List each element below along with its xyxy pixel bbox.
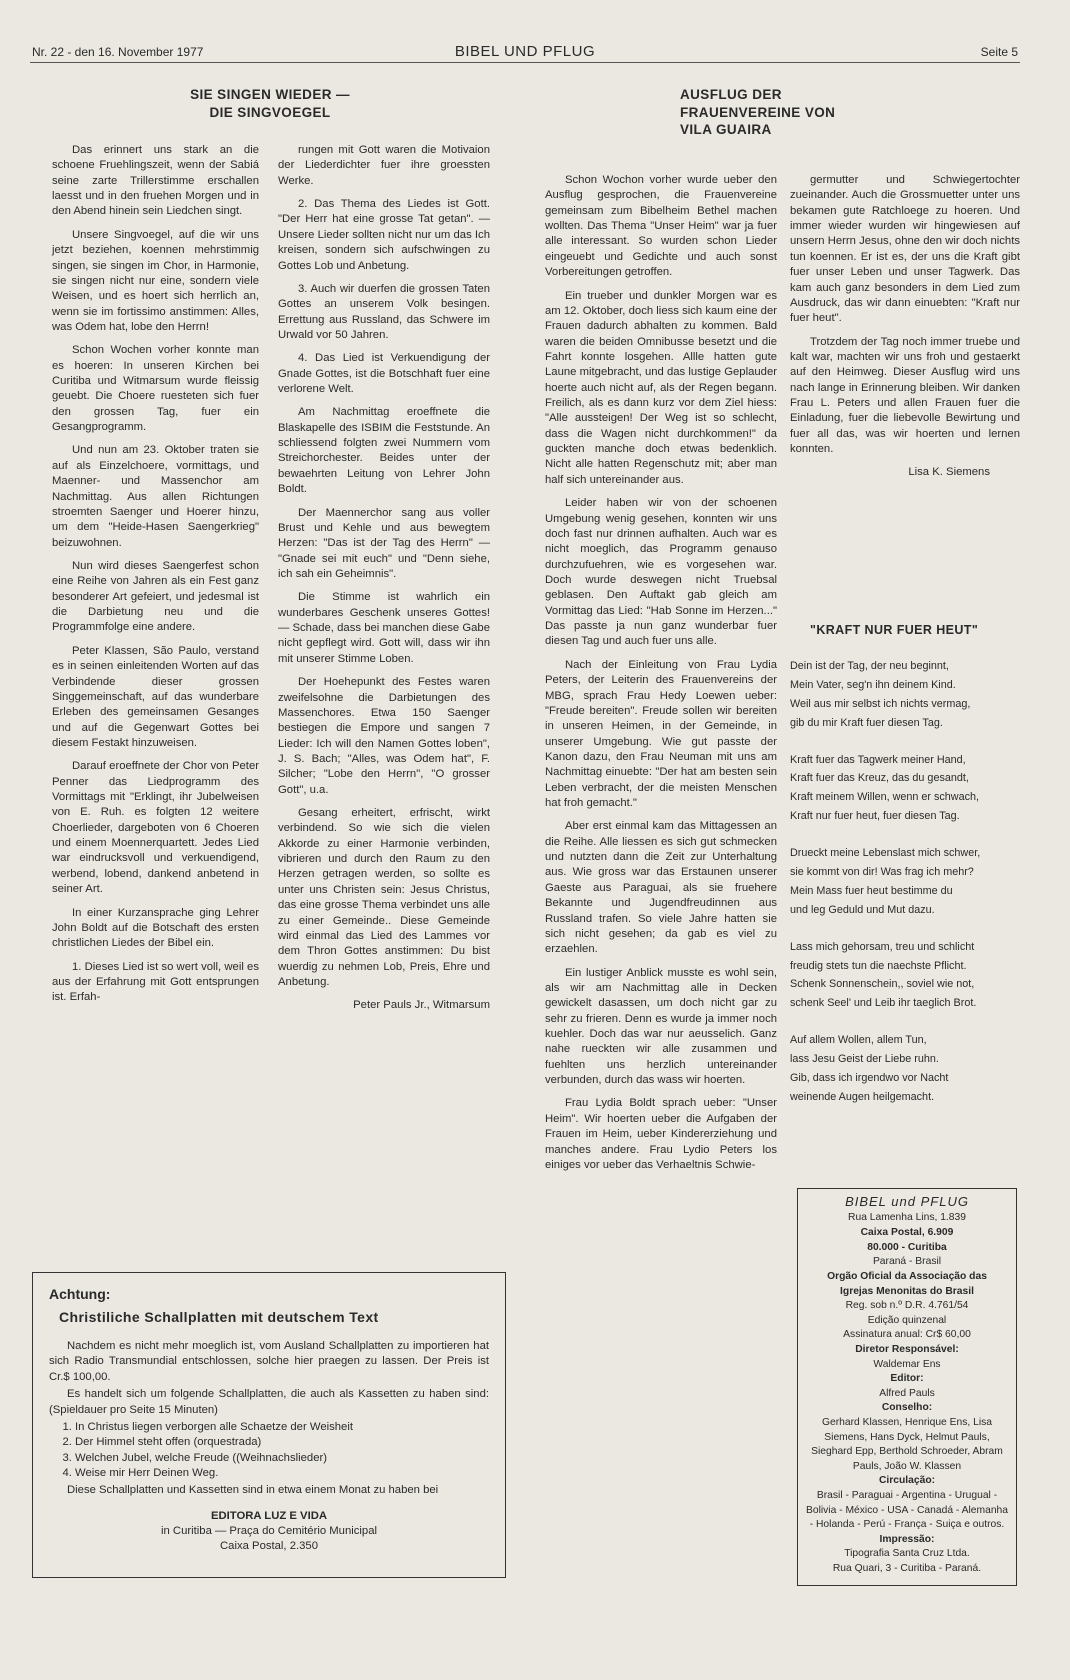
publisher-address2: Caixa Postal, 2.350 — [220, 1540, 318, 1553]
article-paragraph: 3. Auch wir duerfen die grossen Taten Gottes an unserem Volk besingen. Errettung aus Russland, das Schwere im Urwald vor 50 Jahren. — [278, 282, 490, 341]
article1-title-line1: SIE SINGEN WIEDER — — [190, 87, 350, 102]
article-paragraph: rungen mit Gott waren die Motivaion der Liederdichter fuer ihre groessten Werke. — [278, 144, 490, 187]
poem-line: schenk Seel' und Leib ihr taeglich Brot. — [790, 997, 977, 1010]
masthead-edition: Edição quinzenal — [867, 1314, 947, 1326]
article-paragraph: Frau Lydia Boldt sprach ueber: "Unser Heim". Wir hoerten ueber die Aufgaben der Frauen im Heim, ueber Kindererziehung und manches andere. Frau Lydio Peters los einiges vor ueber das Verhaeltnis Schwie- — [545, 1097, 777, 1171]
poem-stanza — [790, 938, 1020, 1014]
masthead-address-line: 80.000 - Curitiba — [867, 1241, 947, 1253]
poem-line: Schenk Sonnenschein,, soviel wie not, — [790, 978, 975, 991]
article1-column-a — [52, 143, 259, 1014]
announcement-title: Achtung: — [49, 1286, 111, 1302]
poem-line: Auf allem Wollen, allem Tun, — [790, 1034, 927, 1047]
article2-column-d — [790, 173, 1020, 489]
announcement-subtitle: Christiliche Schallplatten mit deutschem Text — [59, 1309, 379, 1326]
announcement-para1: Nachdem es nicht mehr moeglich ist, vom Ausland Schallplatten zu importieren hat sich Radio Transmundial entschlossen, solche hier praegen zu lassen. Der Preis ist Cr.$ 100,00. — [49, 1340, 489, 1383]
article2-column-d-body — [790, 173, 1020, 457]
article1-signature: Peter Pauls Jr., Witmarsum — [353, 999, 490, 1012]
poem-line: Kraft fuer das Kreuz, das du gesandt, — [790, 772, 969, 785]
masthead-organ1: Orgão Oficial da Associação das — [827, 1270, 987, 1282]
poem — [790, 622, 1020, 1125]
masthead-editor-label: Editor: — [890, 1373, 924, 1385]
article-paragraph: Peter Klassen, São Paulo, verstand es in seinen einleitenden Worten auf das Verbindende dieser grossen Singgemeinschaft, auf das wunderbare Erleben des gemeinsamen Gesanges und auf die Gegenwart Gottes bei diesem Festakt hinzuweisen. — [52, 644, 259, 749]
masthead-printer: Tipografia Santa Cruz Ltda. — [844, 1548, 970, 1560]
article-paragraph: Ein trueber und dunkler Morgen war es am 12. Oktober, doch liess sich kaum eine der Frauen dadurch abhalten zu kommen. Bald waren die beiden Omnibusse besetzt und die Fahrt konnte losgehen. Allle hatten gute Laune mitgebracht, und das lustige Geplauder hoerte auch nicht auf, als der Regen begann. Freilich, als es dann kurz vor dem Ziel hiess: "Alle aussteigen! Der Weg ist so schlecht, dass die Wagen nicht durchkommen!" da guckten manche doch etwas bedenklich. Nicht alle hatten Regenschutz mit; aber man half sich untereinander aus. — [545, 289, 777, 486]
poem-stanza — [790, 657, 1020, 733]
article-paragraph: Aber erst einmal kam das Mittagessen an die Reihe. Alle liessen es sich gut schmecken und nutzten dann die Zeit zur Unterhaltung aus. Wie gross war das Erstaunen unserer Gaeste aus Paraguai, als sie fruehere Bekannte und Jugendfreudinnen aus Russland trafen. So viele Jahre hatten sie sich nicht gesehen; da gab es viel zu erzaehlen. — [545, 820, 777, 956]
masthead-print-label: Impressão: — [879, 1533, 935, 1545]
masthead-director: Waldemar Ens — [873, 1358, 941, 1370]
article-paragraph: Nun wird dieses Saengerfest schon eine Reihe von Jahren als ein Fest ganz besonderer Art gefeiert, und jedesmal ist die Darbietung neu und die Programmfolge eine andere. — [52, 559, 259, 634]
poem-stanza — [790, 844, 1020, 920]
article-paragraph: Darauf eroeffnete der Chor von Peter Penner das Liedprogramm des Vormittags mit "Erklingt, ihr Jubelweisen von E. Ruh. es folgten 12 weitere Choerlieder, dargeboten von 6 Choeren und einem Moennerquartett. Jedes Lied war eindrucksvoll und verkuendigend, werbend, lobend, dankend anbetend in seiner Art. — [52, 760, 259, 896]
page-number: Seite 5 — [980, 45, 1018, 59]
article-paragraph: Schon Wochen vorher konnte man es hoeren: In unseren Kirchen bei Curitiba und Witmarsum wurde fleissig geuebt. Die Choere ruesteten sich fuer den grossen Tag, fuer ein Gesangprogramm. — [52, 344, 259, 434]
poem-line: Lass mich gehorsam, treu und schlicht — [790, 940, 975, 953]
article2-title-line3: VILA GUAIRA — [680, 122, 772, 138]
article-paragraph: Und nun am 23. Oktober traten sie auf als Einzelchoere, vormittags, und Maenner- und Massenchor am Nachmittag. Aus allen Richtungen stroemten Saenger und Hoerer hinzu, um dem "Heide-Hasen Saengerkrieg" beizuwohnen. — [52, 444, 259, 549]
masthead-address — [804, 1211, 1010, 1269]
masthead-subscription: Assinatura anual: Cr$ 60,00 — [843, 1329, 971, 1341]
page-header — [30, 40, 1020, 63]
poem-line: Weil aus mir selbst ich nichts vermag, — [790, 697, 971, 710]
masthead-address-line: Caixa Postal, 6.909 — [860, 1227, 954, 1239]
masthead-organ2: Igrejas Menonitas do Brasil — [840, 1285, 974, 1297]
announcement-para3: Diese Schallplatten und Kassetten sind in etwa einem Monat zu haben bei — [67, 1484, 439, 1497]
article-paragraph: Trotzdem der Tag noch immer truebe und kalt war, machten wir uns froh und gestaerkt auf den Heimweg. Dieser Ausflug wird uns nach lange in Erinnerung bleiben. Wir danken Frau L. Peters und allen Frauen fuer die Einladung, fuer die liebevolle Bewirtung und fuer all das, was wir hoerten und lernen konnten. — [790, 335, 1020, 456]
article1-title-line2: DIE SINGVOEGEL — [209, 104, 331, 120]
article2-title — [680, 86, 940, 139]
poem-body — [790, 657, 1020, 1107]
record-item: 4. Weise mir Herr Deinen Weg. — [75, 1466, 489, 1481]
poem-line: Mein Vater, seg'n ihn deinem Kind. — [790, 678, 956, 691]
masthead-council-label: Conselho: — [881, 1402, 933, 1414]
poem-line: sie kommt von dir! Was frag ich mehr? — [790, 866, 974, 879]
masthead-circulation-label: Circulação: — [878, 1475, 936, 1487]
article-paragraph: Der Hoehepunkt des Festes waren zweifelsohne die Darbietungen des Massenchores. Etwa 150 Saenger bestiegen die Empore und sangen 7 Lieder: Ich will den Namen Gottes loben", J. S. Bach; "Alles, was Odem hat", F. Silcher; "Lobe den Herrn", "O grosser Gott", u.a. — [278, 676, 490, 796]
masthead-council: Gerhard Klassen, Henrique Ens, Lisa Siemens, Hans Dyck, Helmut Pauls, Sieghard Epp, Berthold Schroeder, Abram Pauls, João W. Klassen — [811, 1416, 1003, 1472]
publisher-name: EDITORA LUZ E VIDA — [210, 1509, 328, 1522]
issue-date: Nr. 22 - den 16. November 1977 — [32, 45, 204, 59]
masthead-printer-address: Rua Quari, 3 - Curitiba - Paraná. — [832, 1563, 982, 1575]
article1-title — [50, 86, 490, 121]
article1-column-b-body — [278, 143, 490, 990]
newspaper-title: BIBEL UND PFLUG — [454, 43, 596, 60]
poem-line: lass Jesu Geist der Liebe ruhn. — [790, 1053, 939, 1066]
article-paragraph: Schon Wochon vorher wurde ueber den Ausflug gesprochen, die Frauenvereine gemeinsam zum Bibelheim Bethel machen wollten. Das Thema "Unser Heim" war ja fuer alle interessant. So wurden schon Lieder eingeuebt und Gedichte und auch sonst Vorbereitungen getroffen. — [545, 174, 777, 279]
article-paragraph: Die Stimme ist wahrlich ein wunderbares Geschenk unseres Gottes! — Schade, dass bei manchen diese Gabe nicht gepflegt wird. Gott will, dass wir ihn mit unserer Stimme Loben. — [278, 591, 490, 665]
article2-title-line1: AUSFLUG DER — [680, 87, 782, 102]
record-item: 2. Der Himmel steht offen (orquestrada) — [75, 1435, 489, 1450]
poem-line: Kraft meinem Willen, wenn er schwach, — [790, 791, 980, 804]
poem-line: freudig stets tun die naechste Pflicht. — [790, 959, 967, 972]
article-paragraph: Gesang erheitert, erfrischt, wirkt verbindend. So wie sich die vielen Akkorde zu einer Harmonie verbinden, vibrieren und durch den Raum zu den Herzen getragen werden, so sollte es unter uns Christen sein: Jesus Christus, das eine grosse Thema verbindet uns alle zu einer Gemeinde.. Diese Gemeinde wird einmal das Lied des Lammes vor dem Thron Gottes anstimmen: Du bist wuerdig zu nehmen Lob, Preis, Ehre und Anbetung. — [278, 807, 490, 988]
masthead-circulation: Brasil - Paraguai - Argentina - Urugual - Bolivia - México - USA - Canadá - Alemanha - Holanda - Perú - França - Suiça e outros. — [805, 1490, 1009, 1531]
poem-line: Gib, dass ich irgendwo vor Nacht — [790, 1072, 949, 1085]
record-item: 1. In Christus liegen verborgen alle Schaetze der Weisheit — [75, 1420, 489, 1435]
poem-line: Dein ist der Tag, der neu beginnt, — [790, 660, 949, 672]
masthead-title: BIBEL und PFLUG — [845, 1194, 969, 1209]
article-paragraph: Nach der Einleitung von Frau Lydia Peters, der Leiterin des Frauenvereins der MBG, sprach Frau Hedy Loewen ueber: "Freude bereiten". Freude sollen wir bereiten in unseren Heimen, in der Gemeinde, in unserer Umgebung. Wie gut passte der Kanon dazu, den Frau Neuman mit uns am Nachmittag einuebte: "Der hat am besten sein Leben verbracht, der die meisten Menschen hat froh gemacht." — [545, 658, 777, 810]
announcement-para2: Es handelt sich um folgende Schallplatten, die auch als Kassetten zu haben sind: (Spieldauer pro Seite 15 Minuten) — [49, 1388, 489, 1416]
poem-line: Drueckt meine Lebenslast mich schwer, — [790, 847, 981, 860]
article2-column-c — [545, 173, 777, 1181]
masthead-box — [797, 1188, 1017, 1586]
article-paragraph: germutter und Schwiegertochter zueinander. Auch die Grossmuetter unter uns bekamen gute Ratchloege zu hoeren. Und immer wieder wurden wir hingewiesen auf unsern Herrn Jesus, ohne den wir doch nichts tun koennen. Er ist es, der uns die Kraft gibt fuer unser Leben und unser Tagwerk. Das kam auch ganz besonders in dem Lied zum Ausdruck, das wir dann einuebten: "Kraft nur fuer heut". — [790, 174, 1020, 325]
article-paragraph: Ein lustiger Anblick musste es wohl sein, als wir am Nachmittag alle in Decken gewickelt dasassen, um doch nicht gar zu sehr zu frieren. Denn es wurde ja immer noch kuehler. Doch das war nur aeusselich. Ganz nahe rueckten wir alle zusammen und fuehlten uns herzlich untereinander verbunden, durch das wass wir hoerten. — [545, 966, 777, 1087]
article-paragraph: Unsere Singvoegel, auf die wir uns jetzt beziehen, koennen mehrstimmig singen, sie singen im Chor, in Harmonie, sie singen nicht nur eine, sondern viele Weisen, und es hoert sich herrlich an, wenn sie im fortissimo anstimmen: Alles, was Odem hat, lobe den Herrn! — [52, 228, 259, 333]
article-paragraph: Leider haben wir von der schoenen Umgebung wenig gesehen, konnten wir uns doch fast nur drinnen aufhalten. Auch war es nicht moeglich, das Programm genauso durchzufuehren, wie es vorgesehen war. Doch wurde deswegen nicht Truebsal geblasen. Den Auftakt gab gleich am Vormittag das Lied: "Hab Sonne im Herzen..." Das passte ja nun ganz wunderbar fuer diesen Tag und auch fuer uns alle. — [545, 497, 777, 648]
article-paragraph: Das erinnert uns stark an die schoene Fruehlingszeit, wenn der Sabiá seine zarte Trillerstimme erschallen laesst und in den fruehen Morgen und in den Abend hinein sein Liedchen singt. — [52, 144, 259, 218]
article-paragraph: In einer Kurzansprache ging Lehrer John Boldt auf die Botschaft des ersten christlichen Liedes der Bibel ein. — [52, 906, 259, 950]
masthead-registration: Reg. sob n.º D.R. 4.761/54 — [845, 1300, 969, 1312]
poem-line: Mein Mass fuer heut bestimme du — [790, 884, 953, 897]
poem-line: Kraft nur fuer heut, fuer diesen Tag. — [790, 810, 960, 823]
article-paragraph: Am Nachmittag eroeffnete die Blaskapelle des ISBIM die Feststunde. An schliessend folgten zwei Nummern vom Streichorchester. Beides unter der bewaehrten Leitung von Lehrer John Boldt. — [278, 406, 490, 496]
poem-line: gib du mir Kraft fuer diesen Tag. — [790, 716, 943, 729]
article2-signature: Lisa K. Siemens — [908, 466, 990, 479]
poem-stanza — [790, 751, 1020, 827]
poem-line: und leg Geduld und Mut dazu. — [790, 903, 935, 916]
masthead-director-label: Diretor Responsável: — [855, 1343, 959, 1355]
record-item: 3. Welchen Jubel, welche Freude ((Weihnachslieder) — [75, 1451, 489, 1466]
poem-line: weinende Augen heilgemacht. — [790, 1090, 935, 1103]
poem-stanza — [790, 1031, 1020, 1107]
masthead-address-line: Rua Lamenha Lins, 1.839 — [848, 1212, 966, 1224]
article1-column-b — [278, 143, 490, 1022]
article-paragraph: 2. Das Thema des Liedes ist Gott. "Der Herr hat eine grosse Tat getan". — Unsere Lieder sollten nicht nur um das Ich kreisen, sondern sich aufschwingen zu Gottes Lob und Anbetung. — [278, 198, 490, 272]
article-paragraph: 4. Das Lied ist Verkuendigung der Gnade Gottes, ist die Botschhaft fuer eine verlorene Welt. — [278, 352, 490, 396]
masthead-editor: Alfred Pauls — [879, 1387, 935, 1399]
poem-title: "KRAFT NUR FUER HEUT" — [810, 623, 979, 637]
article-paragraph: 1. Dieses Lied ist so wert voll, weil es aus der Erfahrung mit Gott entsprungen ist. Erfah- — [52, 960, 259, 1004]
masthead-address-line: Paraná - Brasil — [872, 1256, 942, 1268]
poem-line: Kraft fuer das Tagwerk meiner Hand, — [790, 753, 966, 766]
announcement-box — [32, 1272, 506, 1578]
article2-title-line2: FRAUENVEREINE VON — [680, 104, 836, 120]
record-list — [49, 1420, 489, 1481]
publisher-address1: in Curitiba — Praça do Cemitério Municipal — [161, 1525, 377, 1538]
article-paragraph: Der Maennerchor sang aus voller Brust und Kehle und aus bewegtem Herzen: "Das ist der Tag des Herrn" — "Gnade sei mit euch" und "Denn siehe, ich sah ein Geheimnis". — [278, 506, 490, 580]
